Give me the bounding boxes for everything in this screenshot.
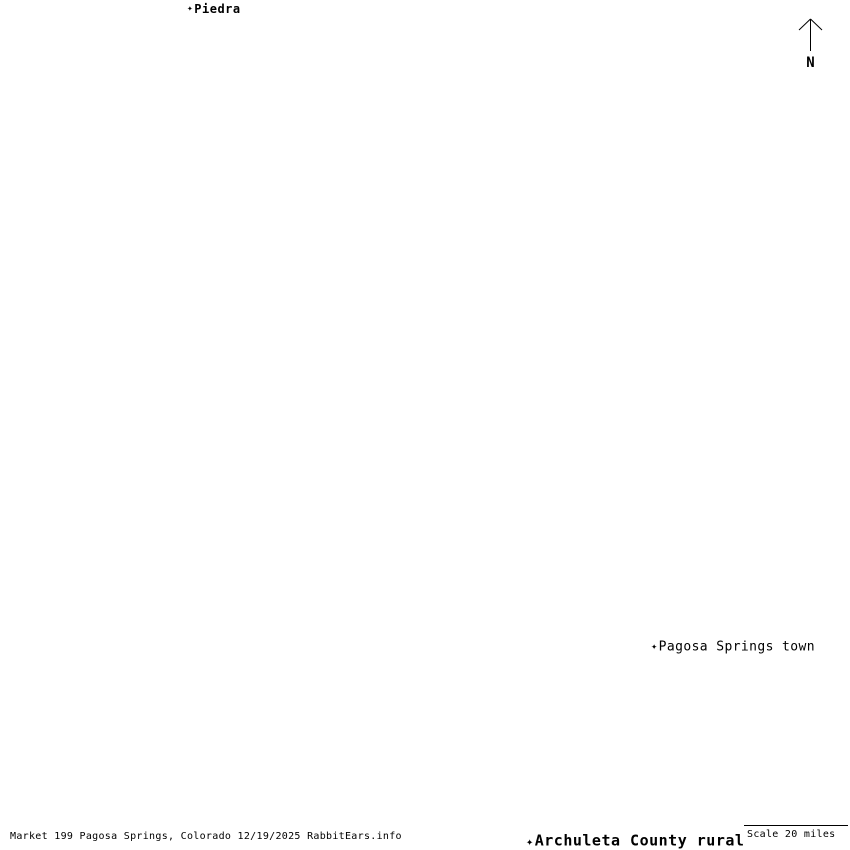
map-marker-icon: ✦ [526,834,534,848]
map-label-text: Archuleta County rural [534,831,745,850]
map-label-pagosa-springs-town [651,641,815,654]
map-label-piedra [187,3,241,15]
map-label-text: Pagosa Springs town [658,639,815,655]
scale-bar-label: Scale 20 miles [747,829,836,840]
compass [794,17,827,70]
scale-bar [744,825,848,840]
compass-label: N [806,55,815,71]
map-label-text: Piedra [194,2,241,16]
map-marker-icon: ✦ [187,3,194,15]
map-label-archuleta-county-rural [526,831,745,850]
map-attribution: Market 199 Pagosa Springs, Colorado 12/19/2025 RabbitEars.info [10,831,402,842]
north-arrow-icon [794,17,827,53]
map-marker-icon: ✦ [651,640,658,653]
